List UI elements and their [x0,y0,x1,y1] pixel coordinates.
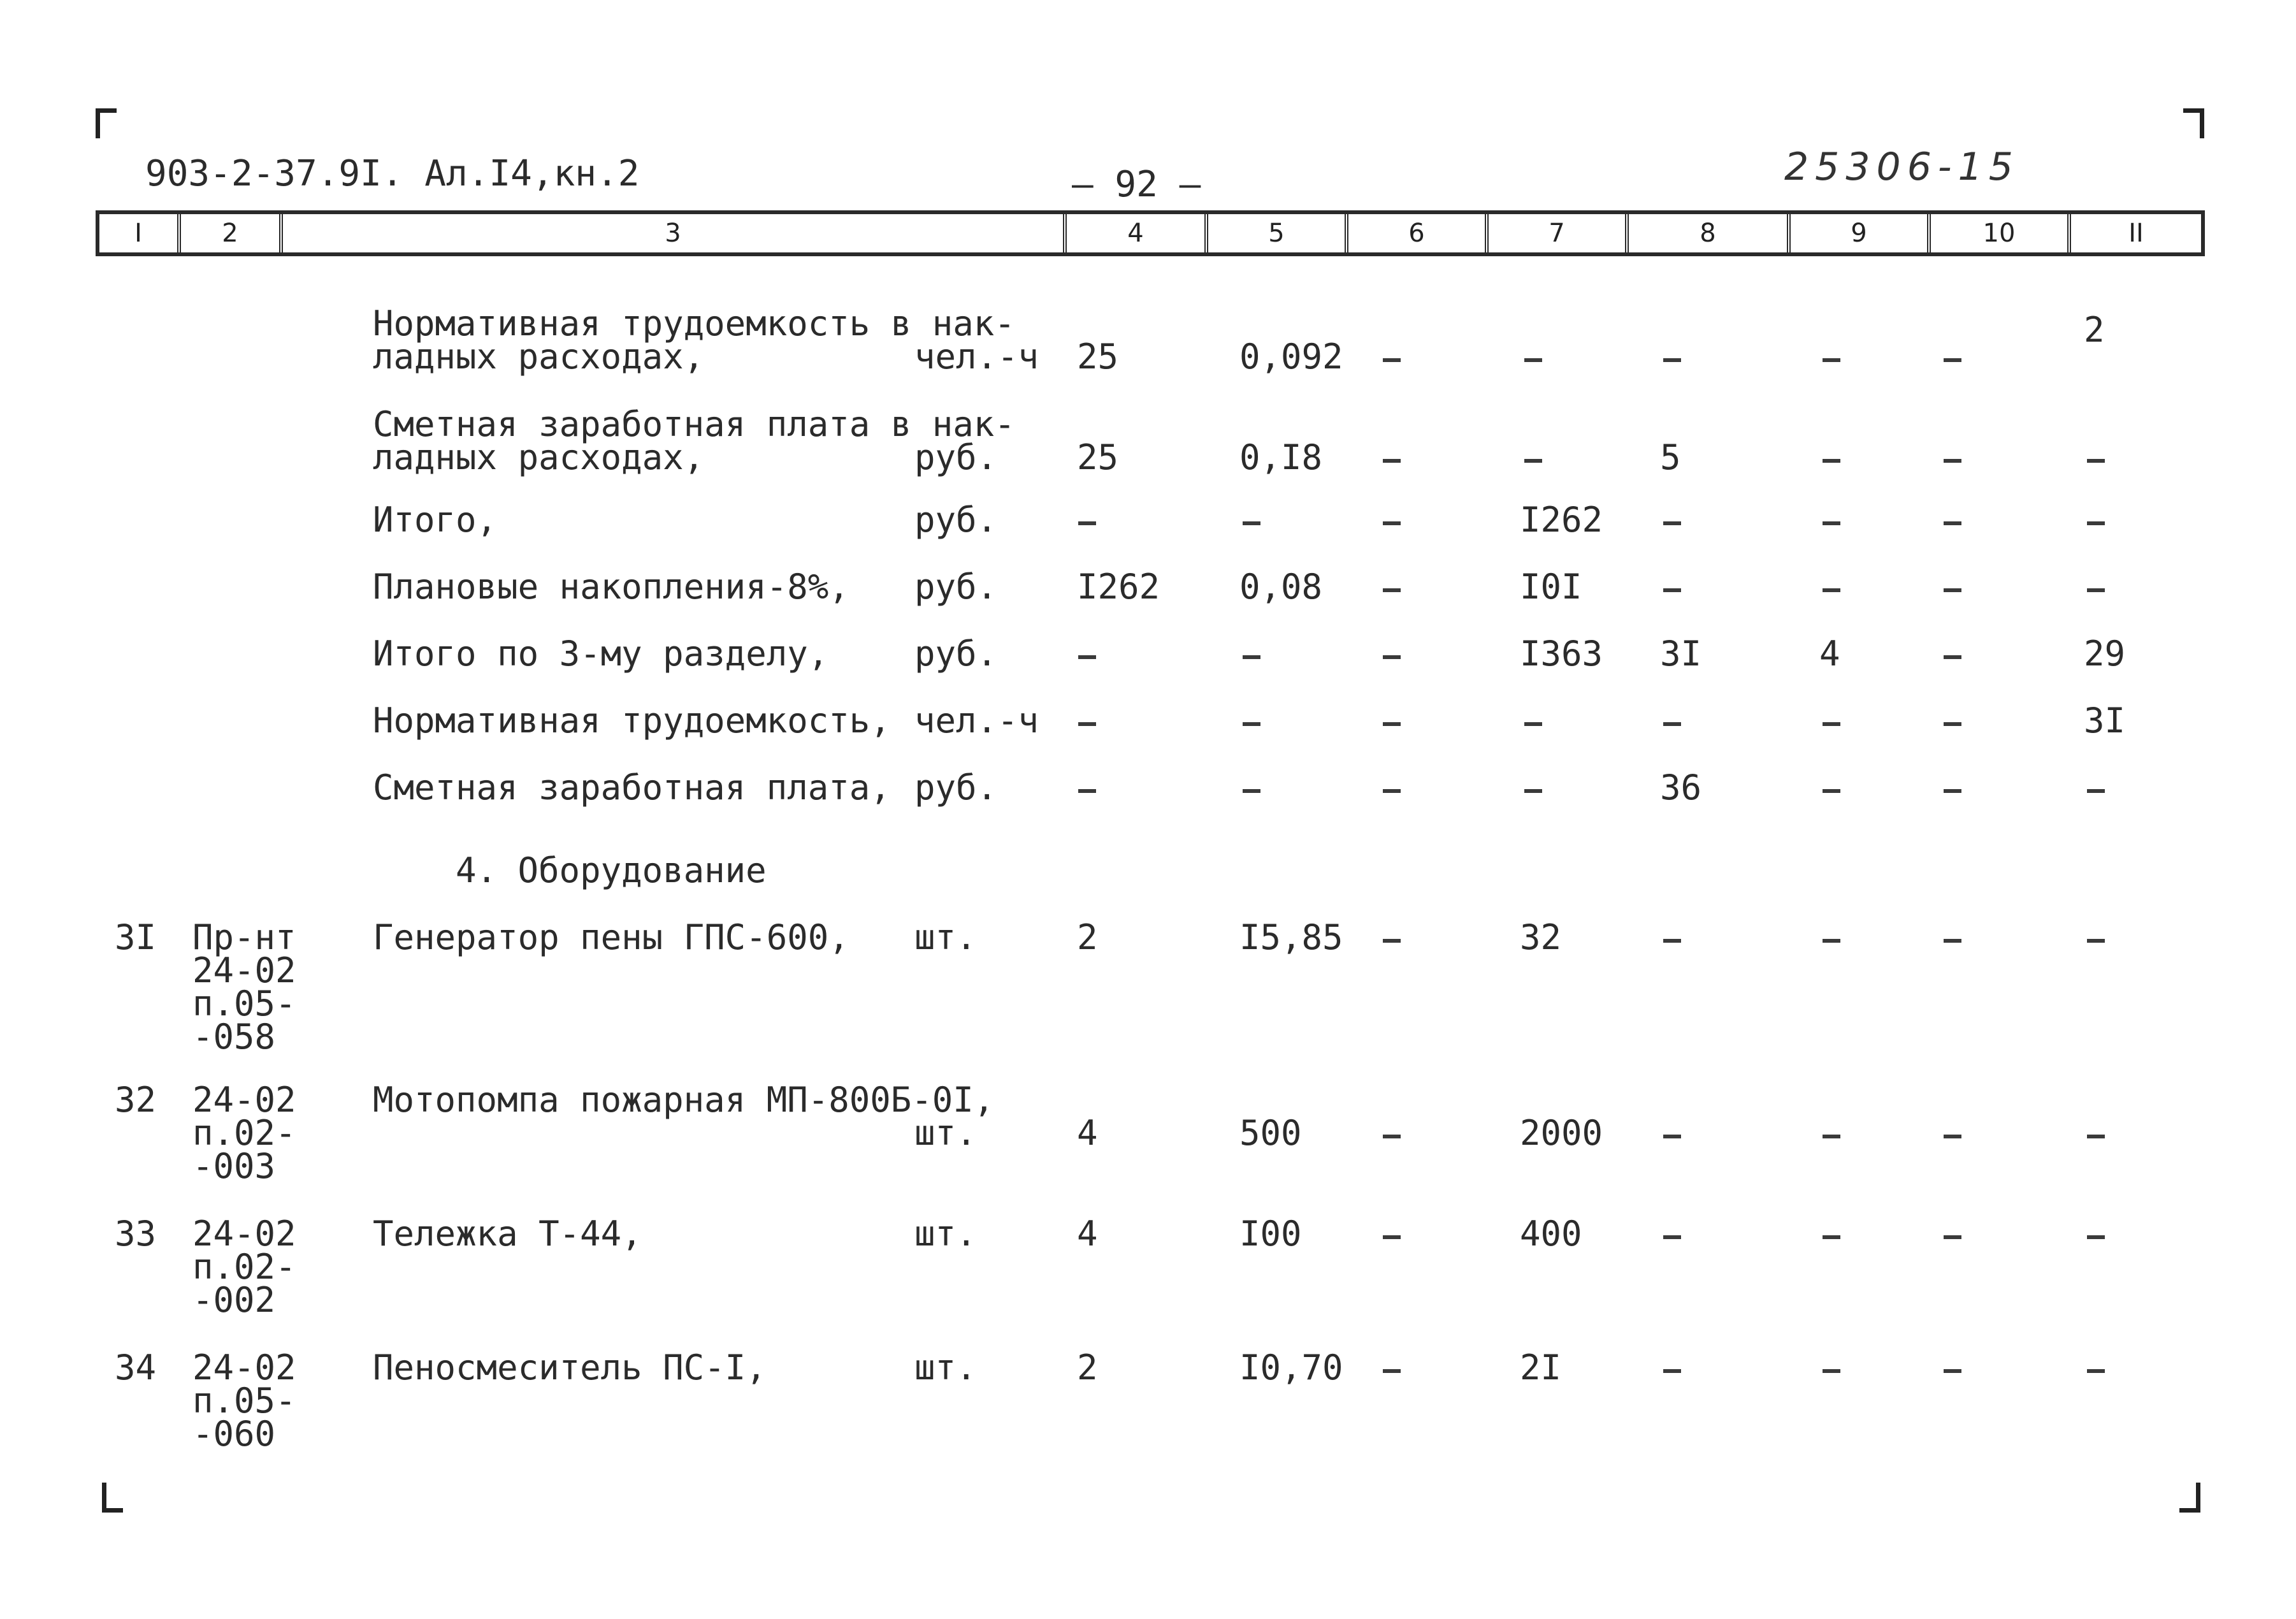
section-heading: 4. Оборудование [456,850,767,890]
empty-value-dash [1078,722,1096,726]
value-col-7: I363 [1520,634,1603,674]
empty-value-dash [1944,939,1961,943]
corner-mark-bottom-left [102,1483,123,1513]
value-col-7: I0I [1520,567,1582,607]
empty-value-dash [1383,588,1401,592]
item-description: Мотопомпа пожарная МП-800Б-0I, [373,1080,995,1120]
empty-value-dash [2087,521,2105,525]
rate-reference: -060 [192,1414,276,1454]
empty-value-dash [1823,939,1840,943]
empty-value-dash [1944,459,1961,463]
empty-value-dash [1383,1135,1401,1138]
unit-of-measure: шт. [914,917,977,957]
column-number-1: I [99,214,181,252]
value-col-7: 2I [1520,1347,1562,1388]
empty-value-dash [1944,1369,1961,1373]
page-number: — 92 — [1072,164,1201,205]
value-col-8: 36 [1660,767,1702,808]
column-number-4: 4 [1067,214,1208,252]
unit-of-measure: руб. [914,437,998,477]
empty-value-dash [1383,459,1401,463]
value-col-7: I262 [1520,500,1603,540]
rate-reference: 24-02 [192,1080,296,1120]
unit-of-measure: шт. [914,1347,977,1388]
empty-value-dash [1944,655,1961,659]
unit-of-measure: руб. [914,767,998,808]
value-col-5: 0,I8 [1239,437,1323,477]
empty-value-dash [1383,1369,1401,1373]
column-number-11: II [2128,219,2144,248]
empty-value-dash [1823,789,1840,793]
empty-value-dash [1944,1135,1961,1138]
empty-value-dash [1663,1369,1681,1373]
empty-value-dash [1524,789,1542,793]
empty-value-dash [1663,588,1681,592]
unit-of-measure: руб. [914,634,998,674]
unit-of-measure: руб. [914,567,998,607]
corner-mark-top-left [96,108,117,138]
rate-reference: п.02- [192,1113,296,1153]
empty-value-dash [1944,789,1961,793]
empty-value-dash [1524,459,1542,463]
value-col-5: I5,85 [1239,917,1343,957]
item-description: Нормативная трудоемкость, [373,701,891,741]
column-number-6: 6 [1348,214,1489,252]
empty-value-dash [1663,939,1681,943]
rate-reference: п.05- [192,984,296,1024]
column-number-3: 3 [283,214,1067,252]
rate-reference: 24-02 [192,950,296,991]
empty-value-dash [1823,722,1840,726]
column-number-10: 10 [1931,214,2071,252]
rate-reference: п.05- [192,1381,296,1421]
corner-mark-top-right [2183,108,2204,138]
sheet-number: 25306-15 [1784,145,2019,189]
item-description: Нормативная трудоемкость в нак- [373,303,1015,344]
item-description: Генератор пены ГПС-600, [373,917,849,957]
rate-reference: -058 [192,1017,276,1057]
value-col-5: 500 [1239,1113,1302,1153]
empty-value-dash [2087,939,2105,943]
empty-value-dash [1663,722,1681,726]
document-code: 903-2-37.9I. Ал.I4,кн.2 [145,153,640,194]
value-col-5: I00 [1239,1214,1302,1254]
item-description: Пеносмеситель ПС-I, [373,1347,767,1388]
column-number-9: 9 [1791,214,1931,252]
value-col-8: 5 [1660,437,1681,477]
empty-value-dash [1823,1135,1840,1138]
rate-reference: -003 [192,1146,276,1186]
empty-value-dash [2087,789,2105,793]
column-number-header [96,210,2205,256]
empty-value-dash [1663,1135,1681,1138]
empty-value-dash [2087,1235,2105,1239]
value-col-4: 25 [1077,337,1119,377]
empty-value-dash [1663,1235,1681,1239]
empty-value-dash [1823,459,1840,463]
rate-reference: 24-02 [192,1347,296,1388]
value-col-7: 32 [1520,917,1562,957]
empty-value-dash [1944,588,1961,592]
empty-value-dash [1944,1235,1961,1239]
empty-value-dash [1078,521,1096,525]
column-number-5: 5 [1208,214,1348,252]
empty-value-dash [1383,1235,1401,1239]
empty-value-dash [1823,358,1840,362]
value-col-9: 4 [1819,634,1840,674]
empty-value-dash [1663,521,1681,525]
empty-value-dash [1823,1235,1840,1239]
unit-of-measure: шт. [914,1113,977,1153]
rate-reference: п.02- [192,1247,296,1287]
empty-value-dash [1383,655,1401,659]
empty-value-dash [1383,521,1401,525]
empty-value-dash [1243,521,1260,525]
row-number: 34 [115,1347,157,1388]
value-col-5: I0,70 [1239,1347,1343,1388]
value-col-4: 2 [1077,917,1098,957]
empty-value-dash [1078,789,1096,793]
empty-value-dash [1524,358,1542,362]
item-description: Тележка Т-44, [373,1214,642,1254]
value-col-7: 400 [1520,1214,1582,1254]
empty-value-dash [1383,358,1401,362]
value-col-4: 2 [1077,1347,1098,1388]
empty-value-dash [2087,1369,2105,1373]
value-col-4: 25 [1077,437,1119,477]
value-col-11: 29 [2084,634,2126,674]
empty-value-dash [1243,722,1260,726]
value-col-4: I262 [1077,567,1160,607]
empty-value-dash [1944,358,1961,362]
item-description: Сметная заработная плата, [373,767,891,808]
item-description: ладных расходах, [373,337,705,377]
item-description: Сметная заработная плата в нак- [373,404,1015,444]
row-number: 33 [115,1214,157,1254]
empty-value-dash [1383,722,1401,726]
value-col-7: 2000 [1520,1113,1603,1153]
empty-value-dash [2087,588,2105,592]
empty-value-dash [1243,655,1260,659]
row-number: 3I [115,917,157,957]
item-description: Плановые накопления-8%, [373,567,849,607]
value-col-4: 4 [1077,1214,1098,1254]
value-col-8: 3I [1660,634,1702,674]
empty-value-dash [2087,1135,2105,1138]
rate-reference: Пр-нт [192,917,296,957]
empty-value-dash [1383,939,1401,943]
value-col-5: 0,092 [1239,337,1343,377]
row-number: 32 [115,1080,157,1120]
item-description: Итого, [373,500,498,540]
unit-of-measure: чел.-ч [914,337,1039,377]
empty-value-dash [1823,521,1840,525]
item-description: ладных расходах, [373,437,705,477]
empty-value-dash [2087,459,2105,463]
unit-of-measure: шт. [914,1214,977,1254]
value-col-5: 0,08 [1239,567,1323,607]
empty-value-dash [1823,588,1840,592]
value-col-11: 3I [2084,701,2126,741]
empty-value-dash [1243,789,1260,793]
empty-value-dash [1078,655,1096,659]
empty-value-dash [1944,521,1961,525]
value-col-11: 2 [2084,310,2105,350]
value-col-4: 4 [1077,1113,1098,1153]
item-description: Итого по 3-му разделу, [373,634,829,674]
rate-reference: -002 [192,1280,276,1320]
empty-value-dash [1524,722,1542,726]
column-number-2: 2 [181,214,283,252]
empty-value-dash [1663,358,1681,362]
corner-mark-bottom-right [2179,1483,2200,1513]
empty-value-dash [1823,1369,1840,1373]
empty-value-dash [1944,722,1961,726]
unit-of-measure: чел.-ч [914,701,1039,741]
column-number-7: 7 [1489,214,1629,252]
rate-reference: 24-02 [192,1214,296,1254]
unit-of-measure: руб. [914,500,998,540]
column-number-8: 8 [1629,214,1791,252]
empty-value-dash [1383,789,1401,793]
